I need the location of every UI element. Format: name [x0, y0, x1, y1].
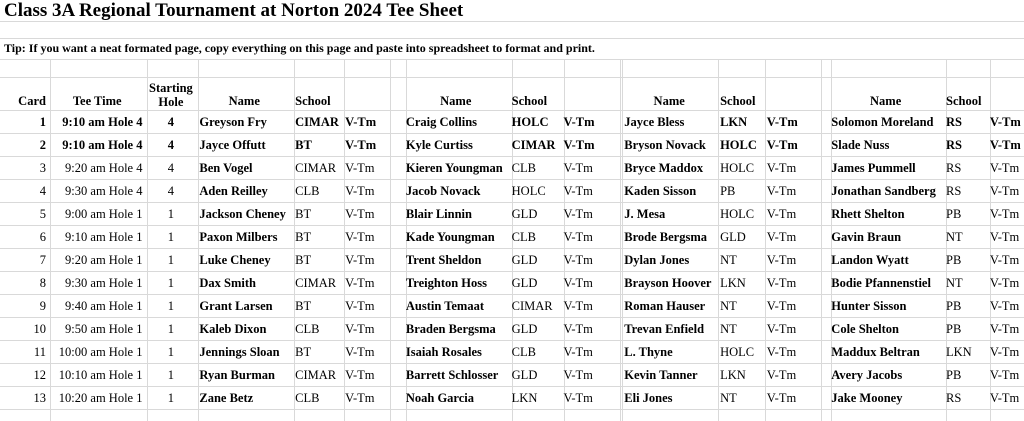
spacer-cell [819, 226, 829, 249]
school-cell: RS [946, 138, 962, 152]
card-number-cell: 9 [39, 299, 46, 313]
school-cell: NT [946, 276, 963, 290]
header-blank [987, 77, 1024, 111]
school-cell: LKN [946, 345, 972, 359]
tee-time-cell: 9:40 am Hole 1 [65, 299, 143, 313]
header-row [0, 77, 1024, 111]
spacer-cell [388, 180, 403, 203]
school-cell: NT [720, 391, 737, 405]
header-school-2: School [511, 94, 548, 108]
card-number-cell: 5 [39, 207, 46, 221]
school-cell: RS [946, 184, 962, 198]
header-starting-label: Starting [149, 81, 193, 95]
header-name-4: Name [870, 94, 902, 108]
player-name-cell: Brode Bergsma [624, 230, 708, 244]
spacer-cell [388, 157, 403, 180]
team-cell: V-Tm [989, 299, 1020, 313]
table-row [0, 295, 1024, 318]
school-cell: CLB [295, 322, 320, 336]
tee-time-cell: 10:00 am Hole 1 [58, 345, 143, 359]
starting-hole-cell: 1 [167, 345, 175, 359]
school-cell: GLD [511, 207, 538, 221]
player-name-cell: Jackson Cheney [199, 207, 286, 221]
player-name-cell: Trevan Enfield [624, 322, 705, 336]
team-cell: V-Tm [989, 207, 1020, 221]
card-number-cell: 3 [39, 161, 46, 175]
school-cell: BT [295, 138, 312, 152]
header-blank [561, 77, 616, 111]
starting-hole-cell: 1 [167, 368, 175, 382]
player-name-cell: Kevin Tanner [624, 368, 698, 382]
school-cell: NT [720, 299, 737, 313]
school-cell: NT [720, 322, 737, 336]
player-name-cell: Paxon Milbers [199, 230, 278, 244]
player-name-cell: Avery Jacobs [831, 368, 903, 382]
team-cell: V-Tm [563, 391, 593, 405]
school-cell: LKN [720, 368, 746, 382]
player-name-cell: Luke Cheney [199, 253, 271, 267]
tee-time-cell: 9:50 am Hole 1 [65, 322, 143, 336]
spacer-cell [819, 387, 829, 410]
team-cell: V-Tm [989, 138, 1021, 152]
header-name-1: Name [228, 94, 260, 108]
school-cell: HOLC [720, 345, 755, 359]
team-cell: V-Tm [989, 230, 1020, 244]
school-cell: PB [720, 184, 736, 198]
tee-sheet-table [0, 77, 1024, 410]
team-cell: V-Tm [563, 253, 593, 267]
player-name-cell: Trent Sheldon [405, 253, 482, 267]
school-cell: CIMAR [295, 368, 337, 382]
school-cell: GLD [511, 253, 538, 267]
starting-hole-cell: 1 [167, 391, 175, 405]
school-cell: CIMAR [295, 161, 337, 175]
team-cell: V-Tm [563, 322, 593, 336]
school-cell: RS [946, 161, 962, 175]
school-cell: GLD [511, 276, 538, 290]
player-name-cell: Cole Shelton [831, 322, 900, 336]
spacer-cell [819, 295, 829, 318]
tip-text: Tip: If you want a neat formated page, copy everything on this page and paste into spreadsheet to format and print. [4, 41, 595, 55]
spacer-cell [388, 203, 403, 226]
school-cell: NT [720, 253, 737, 267]
card-number-cell: 1 [39, 115, 46, 129]
tee-time-cell: 9:20 am Hole 1 [65, 253, 143, 267]
team-cell: V-Tm [345, 368, 375, 382]
team-cell: V-Tm [766, 207, 797, 221]
page-title: Class 3A Regional Tournament at Norton 2024 Tee Sheet [4, 0, 464, 21]
player-name-cell: Treighton Hoss [405, 276, 488, 290]
school-cell: CIMAR [295, 276, 337, 290]
player-name-cell: Isaiah Rosales [405, 345, 482, 359]
tee-time-cell: 10:20 am Hole 1 [58, 391, 143, 405]
team-cell: V-Tm [345, 322, 375, 336]
table-row [0, 157, 1024, 180]
spacer-cell [819, 249, 829, 272]
player-name-cell: Kaleb Dixon [199, 322, 267, 336]
player-name-cell: James Pummell [831, 161, 916, 175]
spacer-cell [388, 226, 403, 249]
card-number-cell: 12 [33, 368, 46, 382]
school-cell: PB [946, 253, 962, 267]
team-cell: V-Tm [563, 207, 593, 221]
team-cell: V-Tm [563, 345, 593, 359]
header-school-1: School [295, 94, 331, 108]
school-cell: CLB [511, 345, 536, 359]
team-cell: V-Tm [989, 368, 1020, 382]
card-number-cell: 13 [33, 391, 46, 405]
team-cell: V-Tm [989, 161, 1020, 175]
school-cell: HOLC [511, 184, 546, 198]
spacer-cell [388, 341, 403, 364]
spacer-cell [819, 203, 829, 226]
team-cell: V-Tm [563, 138, 595, 152]
card-number-cell: 10 [33, 322, 46, 336]
school-cell: CLB [295, 184, 320, 198]
spacer-cell [388, 387, 403, 410]
team-cell: V-Tm [345, 345, 375, 359]
header-name-3: Name [653, 94, 685, 108]
table-row [0, 111, 1024, 134]
school-cell: PB [946, 368, 962, 382]
card-number-cell: 4 [39, 184, 46, 198]
player-name-cell: Braden Bergsma [405, 322, 496, 336]
header-blank [764, 77, 819, 111]
player-name-cell: Dylan Jones [624, 253, 690, 267]
team-cell: V-Tm [989, 322, 1020, 336]
table-row [0, 341, 1024, 364]
starting-hole-cell: 4 [167, 161, 175, 175]
school-cell: PB [946, 299, 962, 313]
team-cell: V-Tm [989, 184, 1020, 198]
player-name-cell: Landon Wyatt [831, 253, 909, 267]
header-school-4: School [946, 94, 982, 108]
spacer-cell [388, 111, 403, 134]
spacer-cell [819, 272, 829, 295]
starting-hole-cell: 1 [167, 230, 175, 244]
starting-hole-cell: 4 [167, 184, 175, 198]
player-name-cell: Kade Youngman [405, 230, 495, 244]
table-row [0, 203, 1024, 226]
tee-time-cell: 9:30 am Hole 1 [65, 276, 143, 290]
starting-hole-cell: 1 [167, 253, 175, 267]
player-name-cell: Jonathan Sandberg [831, 184, 936, 198]
card-number-cell: 7 [39, 253, 46, 267]
card-number-cell: 8 [39, 276, 46, 290]
player-name-cell: Austin Temaat [405, 299, 485, 313]
spacer-cell [388, 318, 403, 341]
team-cell: V-Tm [563, 161, 593, 175]
player-name-cell: Hunter Sisson [831, 299, 907, 313]
school-cell: HOLC [511, 115, 549, 129]
spacer-cell [388, 249, 403, 272]
team-cell: V-Tm [345, 184, 375, 198]
starting-hole-cell: 1 [167, 299, 175, 313]
header-school-3: School [720, 94, 756, 108]
team-cell: V-Tm [766, 184, 797, 198]
team-cell: V-Tm [345, 391, 375, 405]
player-name-cell: Ben Vogel [199, 161, 253, 175]
team-cell: V-Tm [766, 299, 797, 313]
table-row [0, 387, 1024, 410]
starting-hole-cell: 4 [167, 138, 175, 152]
player-name-cell: Eli Jones [624, 391, 673, 405]
card-number-cell: 11 [33, 345, 46, 359]
team-cell: V-Tm [345, 138, 377, 152]
player-name-cell: Bryce Maddox [624, 161, 704, 175]
header-starting-hole [145, 77, 196, 111]
table-row [0, 134, 1024, 157]
header-card: Card [18, 94, 46, 108]
team-cell: V-Tm [563, 276, 593, 290]
table-row [0, 226, 1024, 249]
player-name-cell: Zane Betz [199, 391, 254, 405]
school-cell: GLD [720, 230, 746, 244]
spacer-cell [819, 134, 829, 157]
tee-time-cell: 9:10 am Hole 1 [65, 230, 143, 244]
team-cell: V-Tm [989, 276, 1020, 290]
school-cell: NT [946, 230, 963, 244]
team-cell: V-Tm [345, 115, 377, 129]
player-name-cell: Grant Larsen [199, 299, 273, 313]
spacer-cell [819, 157, 829, 180]
team-cell: V-Tm [766, 276, 797, 290]
player-name-cell: Ryan Burman [199, 368, 275, 382]
spacer-cell [388, 134, 403, 157]
team-cell: V-Tm [766, 345, 797, 359]
school-cell: BT [295, 253, 312, 267]
team-cell: V-Tm [345, 161, 375, 175]
team-cell: V-Tm [766, 138, 798, 152]
player-name-cell: L. Thyne [624, 345, 673, 359]
school-cell: RS [946, 115, 962, 129]
spacer-cell [388, 295, 403, 318]
spacer-cell [819, 180, 829, 203]
team-cell: V-Tm [563, 115, 595, 129]
player-name-cell: Dax Smith [199, 276, 256, 290]
team-cell: V-Tm [345, 207, 375, 221]
card-number-cell: 6 [39, 230, 46, 244]
team-cell: V-Tm [989, 345, 1020, 359]
player-name-cell: Gavin Braun [831, 230, 902, 244]
spacer-cell [819, 364, 829, 387]
table-row [0, 249, 1024, 272]
team-cell: V-Tm [766, 391, 797, 405]
player-name-cell: Jennings Sloan [199, 345, 280, 359]
school-cell: BT [295, 299, 312, 313]
school-cell: LKN [720, 276, 746, 290]
school-cell: HOLC [720, 161, 755, 175]
tee-time-cell: 9:20 am Hole 4 [65, 161, 143, 175]
school-cell: LKN [720, 115, 748, 129]
tee-time-cell: 9:00 am Hole 1 [65, 207, 143, 221]
spacer-cell [388, 272, 403, 295]
player-name-cell: Bodie Pfannenstiel [831, 276, 931, 290]
table-row [0, 318, 1024, 341]
player-name-cell: Solomon Moreland [831, 115, 934, 129]
school-cell: CLB [511, 161, 536, 175]
player-name-cell: Kyle Curtiss [405, 138, 473, 152]
spacer-cell [388, 364, 403, 387]
school-cell: BT [295, 230, 312, 244]
school-cell: LKN [511, 391, 538, 405]
player-name-cell: Blair Linnin [405, 207, 472, 221]
team-cell: V-Tm [345, 253, 375, 267]
header-name-2: Name [440, 94, 472, 108]
player-name-cell: Maddux Beltran [831, 345, 920, 359]
team-cell: V-Tm [989, 253, 1020, 267]
team-cell: V-Tm [766, 115, 798, 129]
school-cell: CIMAR [295, 115, 339, 129]
starting-hole-cell: 1 [167, 276, 175, 290]
header-blank [342, 77, 387, 111]
tee-time-cell: 9:10 am Hole 4 [62, 138, 143, 152]
team-cell: V-Tm [345, 276, 375, 290]
school-cell: HOLC [720, 138, 757, 152]
team-cell: V-Tm [766, 322, 797, 336]
player-name-cell: Rhett Shelton [831, 207, 905, 221]
tee-time-cell: 9:30 am Hole 4 [65, 184, 143, 198]
player-name-cell: Jayce Offutt [199, 138, 266, 152]
player-name-cell: Jake Mooney [831, 391, 903, 405]
player-name-cell: Barrett Schlosser [405, 368, 499, 382]
table-row [0, 364, 1024, 387]
school-cell: GLD [511, 368, 538, 382]
team-cell: V-Tm [766, 230, 797, 244]
school-cell: BT [295, 207, 312, 221]
team-cell: V-Tm [766, 253, 797, 267]
team-cell: V-Tm [563, 368, 593, 382]
team-cell: V-Tm [563, 299, 593, 313]
header-tee-time: Tee Time [72, 94, 122, 108]
player-name-cell: Brayson Hoover [624, 276, 712, 290]
table-row [0, 272, 1024, 295]
school-cell: GLD [511, 322, 538, 336]
tee-time-cell: 9:10 am Hole 4 [62, 115, 143, 129]
player-name-cell: Jacob Novack [405, 184, 481, 198]
spacer-cell [819, 318, 829, 341]
team-cell: V-Tm [345, 299, 375, 313]
header-hole-label: Hole [158, 95, 184, 109]
school-cell: CIMAR [511, 299, 553, 313]
player-name-cell: Kaden Sisson [624, 184, 697, 198]
school-cell: BT [295, 345, 312, 359]
header-blank [819, 77, 829, 111]
starting-hole-cell: 1 [167, 207, 175, 221]
tee-time-cell: 10:10 am Hole 1 [58, 368, 143, 382]
school-cell: RS [946, 391, 962, 405]
school-cell: PB [946, 322, 962, 336]
spacer-cell [819, 341, 829, 364]
player-name-cell: Roman Hauser [624, 299, 706, 313]
team-cell: V-Tm [766, 368, 797, 382]
school-cell: PB [946, 207, 962, 221]
player-name-cell: Jayce Bless [624, 115, 685, 129]
player-name-cell: Greyson Fry [199, 115, 267, 129]
player-name-cell: Aden Reilley [199, 184, 268, 198]
team-cell: V-Tm [345, 230, 375, 244]
starting-hole-cell: 4 [167, 115, 175, 129]
player-name-cell: Kieren Youngman [405, 161, 503, 175]
player-name-cell: J. Mesa [624, 207, 666, 221]
table-row [0, 180, 1024, 203]
team-cell: V-Tm [563, 184, 593, 198]
school-cell: CLB [295, 391, 320, 405]
team-cell: V-Tm [989, 391, 1020, 405]
header-blank [388, 77, 403, 111]
team-cell: V-Tm [563, 230, 593, 244]
player-name-cell: Bryson Novack [624, 138, 706, 152]
spacer-cell [819, 111, 829, 134]
card-number-cell: 2 [39, 138, 46, 152]
team-cell: V-Tm [766, 161, 797, 175]
player-name-cell: Noah Garcia [405, 391, 475, 405]
player-name-cell: Craig Collins [405, 115, 478, 129]
school-cell: CIMAR [511, 138, 556, 152]
starting-hole-cell: 1 [167, 322, 175, 336]
player-name-cell: Slade Nuss [831, 138, 890, 152]
school-cell: HOLC [720, 207, 755, 221]
team-cell: V-Tm [989, 115, 1021, 129]
school-cell: CLB [511, 230, 536, 244]
